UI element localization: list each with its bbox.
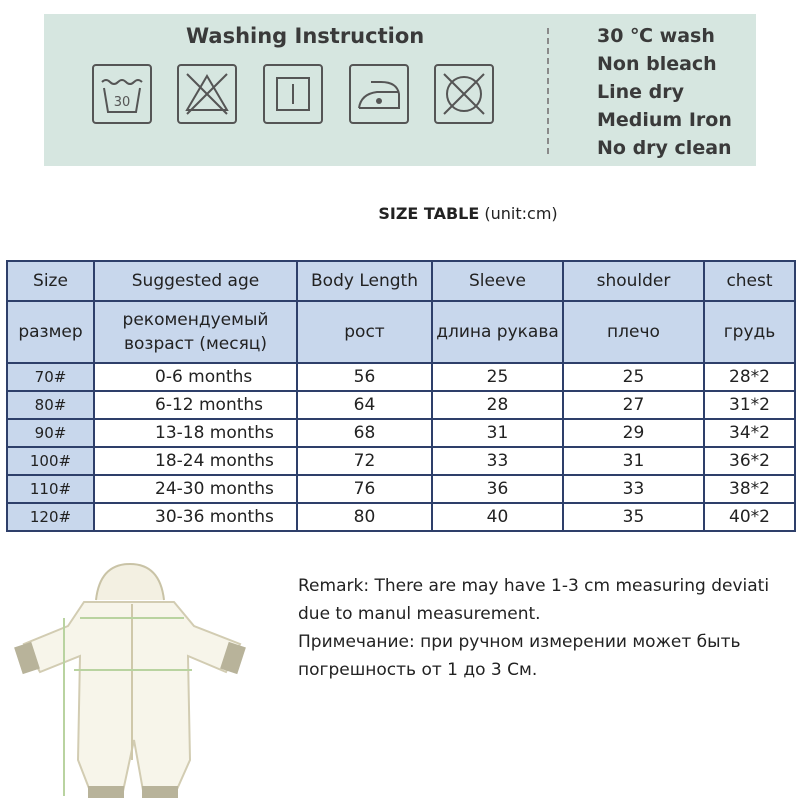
care-instruction: No dry clean <box>597 137 732 159</box>
header-size-ru: размер <box>7 301 94 363</box>
cell-sleeve: 33 <box>432 447 563 475</box>
size-table <box>6 260 796 532</box>
cell-chest: 34*2 <box>704 419 795 447</box>
header-body-length: Body Length <box>297 261 432 301</box>
cell-age: 30-36 months <box>94 503 297 531</box>
table-row <box>7 363 795 391</box>
remark-en-line2: due to manul measurement. <box>298 604 541 624</box>
wash-temp-label: 30 <box>113 95 131 110</box>
header-size: Size <box>7 261 94 301</box>
cell-chest: 38*2 <box>704 475 795 503</box>
care-instruction: Non bleach <box>597 53 717 75</box>
cell-age: 18-24 months <box>94 447 297 475</box>
cell-age: 0-6 months <box>94 363 297 391</box>
remark-ru-line2: погрешность от 1 до 3 См. <box>298 660 538 680</box>
measurement-remark <box>298 572 800 684</box>
garment-measurement-diagram <box>4 560 274 800</box>
table-row <box>7 475 795 503</box>
table-header-row <box>7 261 795 301</box>
cell-sleeve: 28 <box>432 391 563 419</box>
size-table-unit: (unit:cm) <box>479 204 558 223</box>
cell-size: 80# <box>7 391 94 419</box>
care-instruction: 30 ℃ wash <box>597 25 715 47</box>
header-body-length-ru: рост <box>297 301 432 363</box>
header-chest: chest <box>704 261 795 301</box>
cell-sleeve: 31 <box>432 419 563 447</box>
header-age: Suggested age <box>94 261 297 301</box>
cell-shoulder: 31 <box>563 447 704 475</box>
cell-age: 6-12 months <box>94 391 297 419</box>
washing-title: Washing Instruction <box>186 24 425 48</box>
table-row <box>7 503 795 531</box>
cell-shoulder: 27 <box>563 391 704 419</box>
header-sleeve-ru: длина рукава <box>432 301 563 363</box>
cell-chest: 40*2 <box>704 503 795 531</box>
care-instruction-list <box>597 22 732 162</box>
cell-chest: 36*2 <box>704 447 795 475</box>
cell-size: 110# <box>7 475 94 503</box>
cell-body-length: 80 <box>297 503 432 531</box>
wash-30-icon <box>92 64 152 124</box>
care-instruction: Medium Iron <box>597 109 732 131</box>
no-dry-clean-icon <box>434 64 494 124</box>
panel-divider <box>547 28 549 154</box>
cell-sleeve: 25 <box>432 363 563 391</box>
size-table-title <box>0 204 800 223</box>
cell-body-length: 72 <box>297 447 432 475</box>
cell-shoulder: 25 <box>563 363 704 391</box>
iron-medium-icon <box>349 64 409 124</box>
table-row <box>7 419 795 447</box>
washing-instruction-panel <box>44 14 756 166</box>
cell-body-length: 76 <box>297 475 432 503</box>
cell-size: 100# <box>7 447 94 475</box>
table-row <box>7 447 795 475</box>
cell-age: 24-30 months <box>94 475 297 503</box>
cell-shoulder: 29 <box>563 419 704 447</box>
no-bleach-icon <box>177 64 237 124</box>
header-chest-ru: грудь <box>704 301 795 363</box>
cell-chest: 31*2 <box>704 391 795 419</box>
size-table-title-bold: SIZE TABLE <box>378 204 480 223</box>
table-row <box>7 391 795 419</box>
care-instruction: Line dry <box>597 81 685 103</box>
cell-size: 70# <box>7 363 94 391</box>
cell-shoulder: 33 <box>563 475 704 503</box>
header-shoulder-ru: плечо <box>563 301 704 363</box>
header-shoulder: shoulder <box>563 261 704 301</box>
cell-size: 120# <box>7 503 94 531</box>
line-dry-icon <box>263 64 323 124</box>
remark-en-line1: Remark: There are may have 1-3 cm measuring deviati <box>298 576 770 596</box>
remark-ru-line1: Примечание: при ручном измерении может быть <box>298 632 741 652</box>
header-sleeve: Sleeve <box>432 261 563 301</box>
cell-size: 90# <box>7 419 94 447</box>
cell-chest: 28*2 <box>704 363 795 391</box>
cell-body-length: 64 <box>297 391 432 419</box>
cell-body-length: 56 <box>297 363 432 391</box>
header-age-ru: рекомендуемый возраст (месяц) <box>94 301 297 363</box>
cell-body-length: 68 <box>297 419 432 447</box>
table-header-row-ru <box>7 301 795 363</box>
cell-age: 13-18 months <box>94 419 297 447</box>
cell-sleeve: 36 <box>432 475 563 503</box>
cell-sleeve: 40 <box>432 503 563 531</box>
cell-shoulder: 35 <box>563 503 704 531</box>
